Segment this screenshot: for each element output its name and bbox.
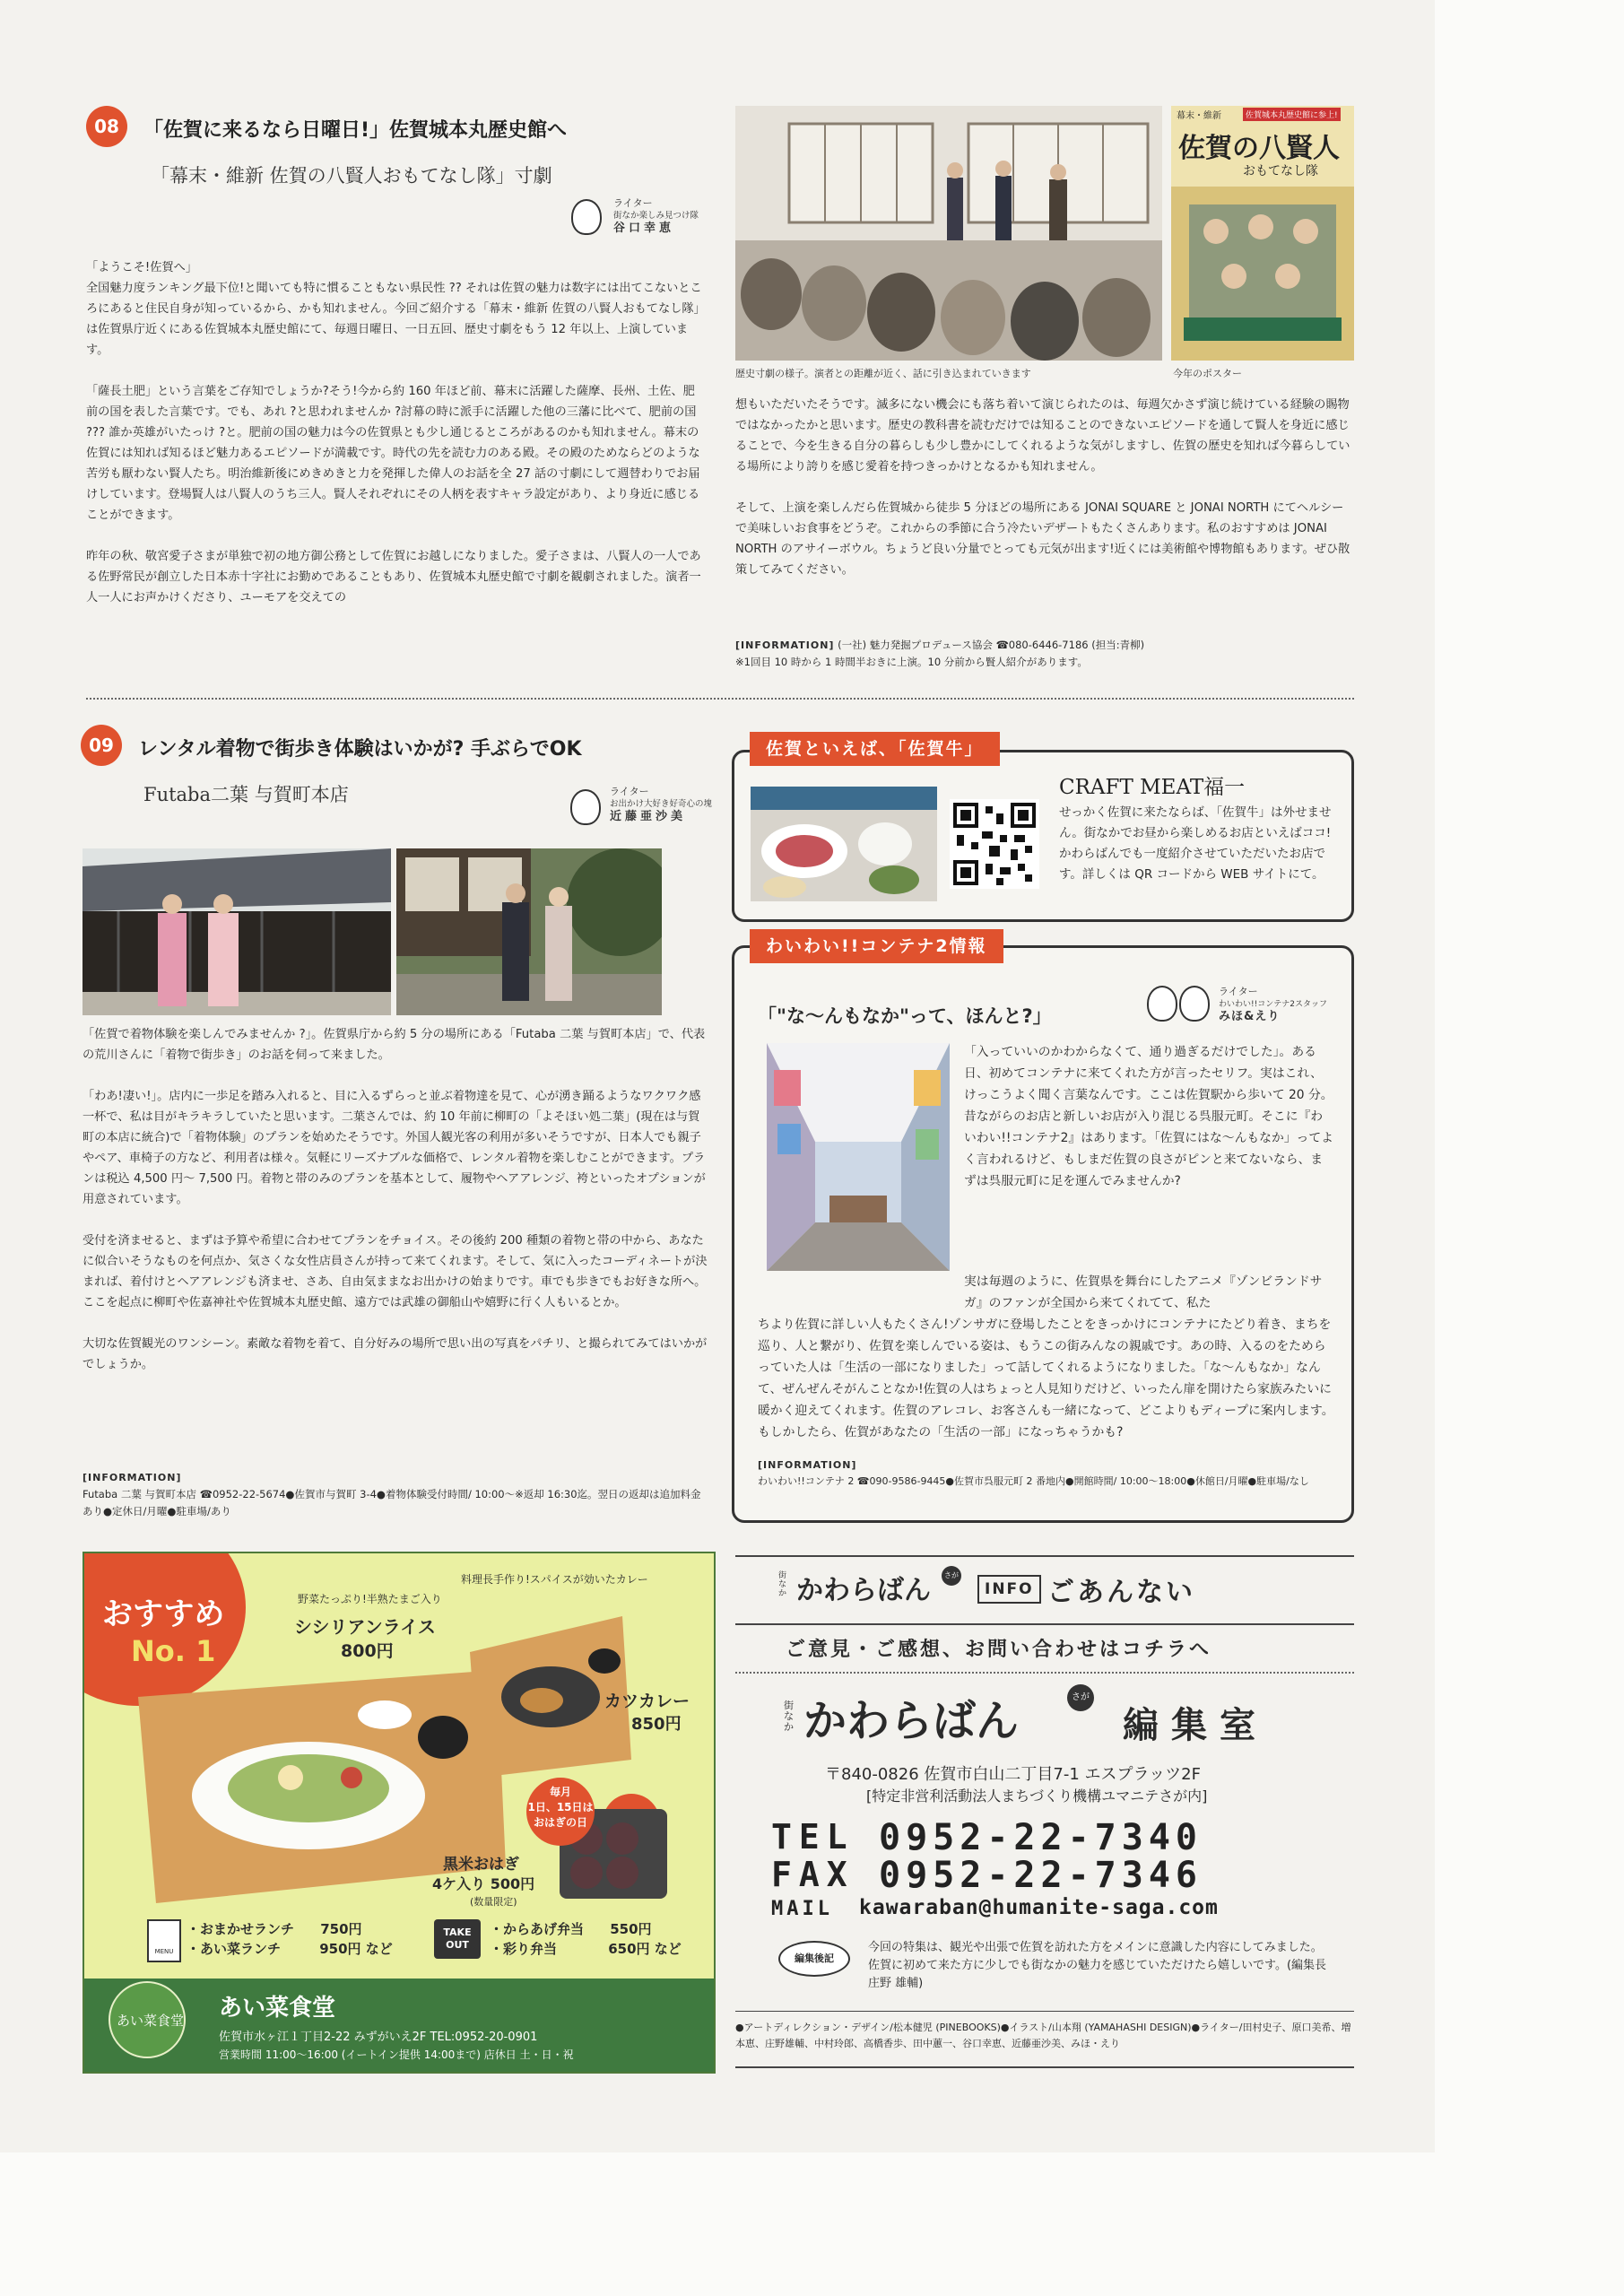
info-label: [INFORMATION] [758, 1459, 857, 1471]
performance-photo [735, 106, 1162, 361]
editorial-address-2: [特定非営利活動法人まちづくり機構ユマニテさが内] [866, 1787, 1208, 1805]
writer-name: 谷口幸恵 [613, 222, 675, 235]
info-line-1: わいわい!!コンテナ 2 ☎090-9586-9445●佐賀市呉服元町 2 番地内●開館時間/ 10:00〜18:00●休館日/月曜●駐車場/なし [758, 1475, 1309, 1487]
beef-meal-photo [751, 787, 937, 901]
container-text-1: 「入っていいのかわからなくて、通り過ぎるだけでした」。ある日、初めてコンテナに来てくれた方が言ったセリフ。実はこれ、けっこうよく聞く言葉なんです。ここは佐賀駅から歩いて 20 分。昔ながらのお店と新しいお店が入り混じる呉服元町。そこに『わいわい!!コンテナ2』はあります。「佐賀にはな〜んもなか」ってよく言われるけど、もしまだ佐賀の良さがピンと来てないなら、まずは呉服元町に足を運んでみませんか? [964, 1045, 1333, 1188]
info-line-2: ※1回目 10 時から 1 時間半おきに上演。10 分前から賢人紹介があります。 [735, 656, 1088, 668]
info-badge: INFO [977, 1575, 1041, 1604]
poster-subtitle: おもてなし隊 [1243, 164, 1318, 178]
poster-title: 佐賀の八賢人 [1178, 133, 1340, 164]
container-text-2b: ちより佐賀に詳しい人もたくさん!ゾンサガに登場したことをきっかけにコンテナにたどり着き、まちを巡り、人と繋がり、佐賀を楽しんでいる姿は、もうこの街みんなの親戚です。あの時、入るのをためらっていた人は「生活の一部になりました」って話してくれるようになりました。「な〜んもなか」なんて、ぜんぜんそがんことなか!佐賀の人はちょっと人見知りだけど、いったん扉を開けたら家族みたいに暖かく迎えてくれます。佐賀のアレコレ、お客さんも一緒になって、どこよりもディープに案内します。もしかしたら、佐賀があなたの「生活の一部」になっちゃうかも? [758, 1318, 1334, 1439]
writer-avatar-icon [571, 199, 602, 235]
article-08-subtitle: 「幕末・維新 佐賀の八賢人おもてなし隊」寸劇 [151, 165, 552, 187]
henshu-label: 編集室 [1123, 1705, 1268, 1746]
info-label: [INFORMATION] [83, 1472, 182, 1483]
info-line-1: Futaba 二葉 与賀町本店 ☎0952-22-5674●佐賀市与賀町 3-4●着物体験受付時間/ 10:00〜※返却 16:30迄。翌日の返却は追加料金あり●定休日/月曜●駐車場/あり [83, 1488, 701, 1518]
article-09-information [83, 1469, 710, 1520]
article-09-body [83, 1024, 710, 1396]
takeout-item-1-price: 550円 [610, 1921, 652, 1937]
shop-hours: 営業時間 11:00〜16:00 (イートイン提供 14:00まで) 店休日 土・日・祝 [219, 2048, 574, 2061]
lead-text: 全国魅力度ランキング最下位!と聞いても特に慣ることもない県民性 ?? それは佐賀の魅力は数字には出てこないところにあると住民自身が知っているから、かも知れません。今回ご紹介する「幕末・維新 佐賀の八賢人おもてなし隊」は佐賀県庁近くにある佐賀城本丸歴史館にて、毎週日曜日、一日五回、歴史寸劇をもう 12 年以上、上演しています。 [86, 282, 702, 357]
writer-avatar-icon [570, 789, 601, 825]
writer-role: ライター [613, 197, 653, 209]
ohagi-limit: (数量限定) [470, 1896, 517, 1908]
kawaraban-ruby-2: 街なか [784, 1700, 794, 1733]
ohagi-name: 黒米おはぎ [443, 1856, 519, 1874]
poster-banner-text: 佐賀城本丸歴史館に参上! [1243, 108, 1341, 121]
container-title: 「"な〜んもなか"って、ほんと?」 [758, 1005, 1052, 1027]
takeout-item-2-price: 650円 など [608, 1941, 682, 1957]
writer-org: 街なか楽しみ見つけ隊 [613, 211, 699, 221]
article-08-title: 「佐賀に来るなら日曜日!」佐賀城本丸歴史館へ [143, 119, 568, 142]
container-box [732, 945, 1354, 1523]
takeout-icon: TAKE OUT [434, 1919, 481, 1959]
section-divider [86, 698, 1354, 700]
menu-item-2: ・あい菜ランチ [187, 1941, 282, 1957]
mail-address[interactable]: kawaraban@humanite-saga.com [859, 1896, 1219, 1919]
dish1-note: 野菜たっぷり!半熟たまご入り [298, 1593, 442, 1605]
article-08-information [735, 637, 1354, 671]
tel-label: TEL [771, 1817, 855, 1857]
tel-number[interactable]: 0952-22-7340 [879, 1817, 1203, 1858]
kawaraban-logo-2: かわらばん [803, 1696, 1020, 1746]
article-09-paragraph-3: 受付を済ませると、まずは予算や希望に合わせてプランをチョイス。その後約 200 種類の着物と帯の中から、あなたに似合いそうなものを何点か、気さくな女性店員さんが持って来てくれます。そして、気に入ったコーディネートが決まれば、着付けとヘアアレンジも済ませ、さあ、自由気ままなお出かけの始まりです。車でも歩きでもお好きな所へ。ここを起点に柳町や佐嘉神社や佐賀城本丸歴史館、遠方では武雄の御船山や嬉野に行く人もいるとか。 [83, 1234, 708, 1309]
container-text-2a: 実は毎週のように、佐賀県を舞台にしたアニメ『ゾンビランドサガ』のファンが全国から来てくれてて、私た [964, 1274, 1323, 1310]
kawaraban-sa-badge: さが [942, 1566, 961, 1586]
qr-code[interactable] [950, 799, 1039, 889]
editorial-address-1: 〒840-0826 佐賀市白山二丁目7-1 エスプラッツ2F [825, 1765, 1201, 1784]
takeout-menu [490, 1919, 682, 1959]
kawaraban-logo-1: かわらばん [796, 1575, 931, 1606]
dish1-price: 800円 [341, 1641, 394, 1661]
kimono-photo-2 [396, 848, 662, 1015]
article-08-paragraph-4: 想もいただいたそうです。滅多にない機会にも落ち着いて演じられたのは、毎週欠かさず演じ続けている経験の賜物ではなかったかと思います。歴史の教科書を読むだけでは知ることのできないエピソードを通して賢人を身近に感じることで、今を生きる自分の暮らしも少し豊かにしてくれるような気がしますし、佐賀の歴史を知れば今暮らしている場所により誇りを感じ愛着を持つきっかけとなるかも知れません。 [735, 398, 1350, 474]
menu-icon: MENU [147, 1919, 181, 1962]
writer-role: ライター [610, 786, 649, 797]
lunch-menu [187, 1919, 393, 1959]
rule-top [735, 1555, 1354, 1557]
menu-item-1: ・おまかせランチ [187, 1921, 295, 1937]
writer-org: わいわい!!コンテナ2スタッフ [1219, 1000, 1327, 1009]
ainashokudo-ad [83, 1552, 716, 2074]
contact-line: ご意見・ご感想、お問い合わせはコチラへ [786, 1639, 1212, 1661]
kawaraban-sa-badge-2: さが [1067, 1684, 1094, 1711]
writer-avatar-icon [1179, 986, 1210, 1022]
editors-note-badge: 編集後記 [778, 1941, 850, 1977]
article-09-writer [610, 786, 712, 823]
article-09-subtitle: Futaba二葉 与賀町本店 [143, 784, 349, 805]
rule-credits-top [735, 2011, 1354, 2012]
article-08-writer [613, 197, 699, 235]
poster-photo [1171, 106, 1354, 361]
dish2-name: カツカレー [604, 1692, 690, 1711]
container-tag: わいわい!!コンテナ2情報 [750, 929, 1003, 963]
dish2-price: 850円 [631, 1715, 682, 1734]
article-08-lead [86, 257, 705, 629]
recommend-badge-text: おすすめ [102, 1596, 225, 1632]
lead-greeting: 「ようこそ!佐賀へ」 [86, 261, 197, 274]
editors-note: 今回の特集は、観光や出張で佐賀を訪れた方をメインに意識した内容にしてみました。佐賀に初めて来た方に少しでも街なかの魅力を感じていただけたら嬉しいです。(編集長 庄野 雄輔) [868, 1941, 1327, 1990]
ohagi-day-line-1: 毎月 [549, 1786, 571, 1798]
ohagi-day-line-3: おはぎの日 [533, 1816, 587, 1829]
article-number-08: 08 [86, 106, 127, 147]
writer-role: ライター [1219, 986, 1258, 997]
fax-number: 0952-22-7346 [879, 1855, 1203, 1896]
poster-caption: 今年のポスター [1173, 368, 1242, 379]
writer-org: お出かけ大好き好奇心の塊 [610, 799, 713, 809]
menu-item-1-price: 750円 [320, 1921, 362, 1937]
recommend-badge-number: No. 1 [131, 1634, 216, 1668]
article-09-title: レンタル着物で街歩き体験はいかが? 手ぶらでOK [138, 738, 582, 761]
ohagi-day-line-2: 1日、15日は [527, 1801, 594, 1813]
kawaraban-ruby-1: 街なか [778, 1571, 787, 1598]
menu-item-2-price: 950円 など [319, 1941, 393, 1957]
writer-name: 近藤亜沙美 [610, 810, 687, 823]
article-09-paragraph-2: 「わあ!凄い!」。店内に一歩足を踏み入れると、目に入るずらっと並ぶ着物達を見て、心が湧き踊るようなワクワク感一杯で、私は目がキラキラしていたと思います。二葉さんでは、約 10 年前に柳町の「よそほい処二葉」(現在は与賀町の本店に統合)で「着物体験」のプランを始めたそうです。外国人観光客の利用が多いそうですが、日本人でも親子やペア、車椅子の方など、利用者は様々。気軽にリーズナブルな価格で、レンタル着物を楽しむことができます。プランは税込 4,500 円〜 7,500 円。着物と帯のみのプランを基本として、履物やヘアアレンジ、袴といったオプションが用意されています。 [83, 1090, 706, 1206]
rule-bottom [735, 2066, 1354, 2068]
article-09-paragraph-4: 大切な佐賀観光のワンシーン。素敵な着物を着て、自分好みの場所で思い出の写真をパチリ、と撮られてみてはいかがでしょうか。 [83, 1337, 708, 1371]
article-08-paragraph-3: 昨年の秋、敬宮愛子さまが単独で初の地方御公務として佐賀にお越しになりました。愛子さまは、八賢人の一人である佐野常民が創立した日本赤十字社にお勤めであることもあり、佐賀城本丸歴史館で寸劇を観劇されました。演者一人一人にお声かけくださり、ユーモアを交えての [86, 550, 701, 604]
article-08-right-column [735, 395, 1354, 601]
kimono-photo-1 [83, 848, 391, 1015]
ohagi-day-badge [526, 1778, 595, 1846]
article-08-paragraph-2: 「薩長土肥」という言葉をご存知でしょうか?そう!今から約 160 年ほど前、幕末に活躍した薩摩、長州、土佐、肥前の国を表した言葉です。でも、あれ ?と思われませんか ?討幕の時に派手に活躍した他の三藩に比べて、肥前の国 ??? 誰か英雄がいたっけ ?と。肥前の国の魅力は今の佐賀県とも少し通じるところがあるのかも知れません。幕末の佐賀には知れば知るほど魅力あるエピソードが満載です。時代の先を読む力のある殿。その殿のためならどのような苦労も厭わない賢人たち。明治維新後にめきめきと力を発揮した偉人のお話を全 27 話の寸劇にして週替わりでお届けしています。登場賢人は八賢人のうち三人。賢人それぞれにその人柄を表すキャラ設定があり、より身近に感じることができます。 [86, 385, 700, 522]
takeout-item-1: ・からあげ弁当 [490, 1921, 585, 1937]
shop-logo: あい菜食堂 [117, 2013, 185, 2029]
container-interior-photo [767, 1043, 950, 1271]
rule-middle [735, 1623, 1354, 1625]
article-08-paragraph-5: そして、上演を楽しんだら佐賀城から徒歩 5 分ほどの場所にある JONAI SQUARE と JONAI NORTH にてヘルシーで美味しいお食事をどうぞ。これからの季節に合う冷たいデザートもたくさんあります。私のおすすめは JONAI NORTH のアサイーボウル。ちょうど良い分量でとっても元気が出ます!近くには美術館や博物館もあります。ぜひ散策してみてください。 [735, 501, 1350, 577]
credits: ●アートディレクション・デザイン/松本健児 (PINEBOOKS)●イラスト/山本翔 (YAMAHASHI DESIGN)●ライター/田村史子、原口美希、増本恵、庄野雄輔、中村玲郎、高橋香歩、田中蕙一、谷口幸恵、近藤亜沙美、みほ・えり [735, 2022, 1351, 2049]
poster-top-text: 幕末・維新 [1177, 111, 1221, 121]
craft-meat-tag: 佐賀といえば、「佐賀牛」 [750, 732, 1000, 766]
dish2-note: 料理長手作り!スパイスが効いたカレー [461, 1573, 648, 1586]
contact-divider [735, 1672, 1354, 1674]
article-number-09: 09 [81, 725, 122, 766]
takeout-item-2: ・彩り弁当 [490, 1941, 558, 1957]
craft-meat-name: CRAFT MEAT福一 [1059, 776, 1246, 799]
container-writer [1219, 986, 1327, 1023]
craft-meat-text: せっかく佐賀に来たならば、「佐賀牛」は外せません。街なかでお昼から楽しめるお店といえばココ!かわらばんでも一度紹介させていただいたお店です。詳しくは QR コードから WEB サイトにて。 [1059, 805, 1332, 882]
fax-label: FAX [771, 1855, 855, 1894]
shop-address: 佐賀市水ヶ江１丁目2-22 みずがいえ2F TEL:0952-20-0901 [219, 2031, 538, 2044]
container-information [758, 1457, 1335, 1490]
craft-meat-box [732, 750, 1354, 922]
info-title: ごあんない [1047, 1577, 1195, 1608]
performance-photo-caption: 歴史寸劇の様子。演者との距離が近く、話に引き込まれていきます [735, 368, 1031, 379]
article-09-paragraph-1: 「佐賀で着物体験を楽しんでみませんか ?」。佐賀県庁から約 5 分の場所にある「Futaba 二葉 与賀町本店」で、代表の荒川さんに「着物で街歩き」のお話を伺って来ました。 [83, 1028, 706, 1062]
writer-name: みほ&えり [1219, 1010, 1281, 1023]
dish1-name: シシリアンライス [294, 1616, 436, 1638]
mail-label: MAIL [771, 1898, 833, 1920]
shop-name: あい菜食堂 [219, 1995, 336, 2022]
writer-avatar-icon [1147, 986, 1177, 1022]
info-line-1: (一社) 魅力発掘プロデュース協会 ☎080-6446-7186 (担当:青柳) [838, 639, 1145, 651]
ohagi-detail: 4ケ入り 500円 [432, 1875, 535, 1892]
info-label: [INFORMATION] [735, 639, 835, 651]
